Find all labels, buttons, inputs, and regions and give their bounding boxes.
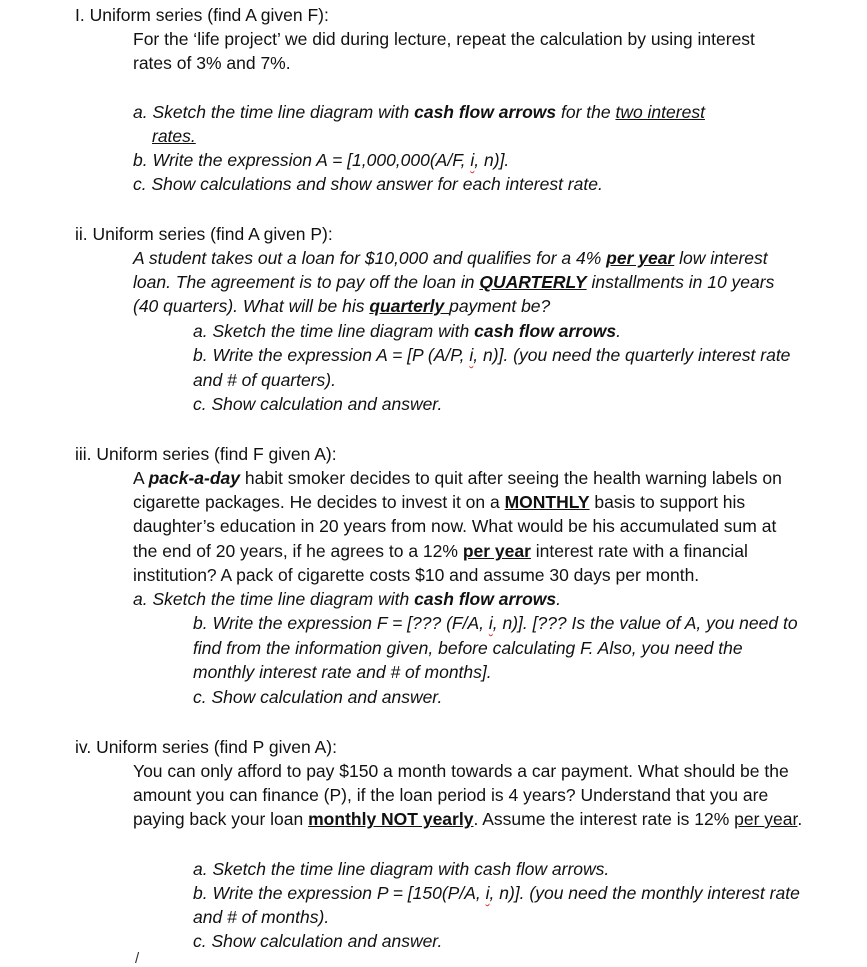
bold-underlined-text: QUARTERLY bbox=[479, 272, 587, 292]
bold-underlined-text: per year bbox=[462, 541, 531, 561]
section-2-heading: ii. Uniform series (find A given P): bbox=[75, 224, 333, 244]
section-3-heading: iii. Uniform series (find F given A): bbox=[75, 444, 337, 464]
text-cursor: / bbox=[135, 950, 140, 967]
text: (40 quarters). What will be his bbox=[133, 296, 370, 316]
section-3-item-b bbox=[193, 611, 798, 635]
text: b. Write the expression F = [??? (F/A, bbox=[193, 613, 489, 633]
section-4-para-line-2: amount you can finance (P), if the loan period is 4 years? Understand that you are bbox=[133, 785, 769, 805]
text: loan. The agreement is to pay off the loan in bbox=[133, 272, 480, 292]
section-1-intro-line-1: For the ‘life project’ we did during lecture, repeat the calculation by using interest bbox=[133, 29, 755, 49]
section-3-item-c: c. Show calculation and answer. bbox=[193, 687, 443, 707]
section-1-item-a-cont bbox=[152, 124, 196, 148]
text: , n)]. bbox=[474, 150, 510, 170]
underlined-text: rates. bbox=[152, 126, 196, 146]
bold-text: cash flow arrows bbox=[414, 589, 557, 609]
section-3-item-a bbox=[133, 587, 561, 611]
section-1-heading: I. Uniform series (find A given F): bbox=[75, 5, 329, 25]
section-2-item-b bbox=[193, 343, 790, 367]
text: installments in 10 years bbox=[586, 272, 775, 292]
bold-text: cash flow arrows bbox=[414, 102, 557, 122]
section-3-para-line-2 bbox=[133, 490, 745, 514]
text: b. Write the expression P = [150(P/A, bbox=[193, 883, 486, 903]
spellcheck-variable: i bbox=[485, 883, 490, 903]
text: a. Sketch the time line diagram with bbox=[193, 321, 475, 341]
spellcheck-variable: i bbox=[488, 613, 493, 633]
bold-underlined-text: monthly NOT yearly bbox=[308, 809, 474, 829]
section-4-item-a: a. Sketch the time line diagram with cash flow arrows. bbox=[193, 859, 610, 879]
text: , n)]. [??? Is the value of A, you need to bbox=[492, 613, 798, 633]
text: low interest bbox=[674, 248, 768, 268]
text: . Assume the interest rate is 12% bbox=[473, 809, 735, 829]
text: . bbox=[556, 589, 561, 609]
text: b. Write the expression A = [1,000,000(A/F, bbox=[133, 150, 471, 170]
section-3-para-line-5: institution? A pack of cigarette costs $10 and assume 30 days per month. bbox=[133, 565, 700, 585]
text: a. Sketch the time line diagram with bbox=[133, 102, 415, 122]
section-4-heading: iv. Uniform series (find P given A): bbox=[75, 737, 337, 757]
text: habit smoker decides to quit after seeing the health warning labels on bbox=[240, 468, 782, 488]
section-3-para-line-3: daughter’s education in 20 years from now. What would be his accumulated sum at bbox=[133, 516, 777, 536]
section-2-item-a bbox=[193, 319, 621, 343]
text: b. Write the expression A = [P (A/P, bbox=[193, 345, 470, 365]
text: . bbox=[797, 809, 803, 829]
spellcheck-variable: i bbox=[469, 345, 474, 365]
spellcheck-variable: i bbox=[470, 150, 475, 170]
section-2-para-line-1 bbox=[133, 246, 768, 270]
section-2-para-line-2 bbox=[133, 270, 774, 294]
text: the end of 20 years, if he agrees to a 12% bbox=[133, 541, 463, 561]
text: , n)]. (you need the quarterly interest rate bbox=[473, 345, 791, 365]
text: A bbox=[133, 468, 149, 488]
underlined-text: two interest bbox=[615, 102, 705, 122]
section-1-item-c: c. Show calculations and show answer for each interest rate. bbox=[133, 174, 603, 194]
text: payment be? bbox=[449, 296, 551, 316]
section-4-para-line-3 bbox=[133, 807, 802, 831]
section-3-item-b-cont-2: monthly interest rate and # of months]. bbox=[193, 662, 492, 682]
section-1-item-a bbox=[133, 100, 705, 124]
text: a. Sketch the time line diagram with bbox=[133, 589, 415, 609]
section-4-item-b-cont: and # of months). bbox=[193, 907, 330, 927]
bold-underlined-text: per year bbox=[606, 248, 675, 268]
bold-underlined-text: quarterly bbox=[369, 296, 450, 316]
section-3-para-line-1 bbox=[133, 466, 782, 490]
text: A student takes out a loan for $10,000 and qualifies for a 4% bbox=[133, 248, 607, 268]
text: paying back your loan bbox=[133, 809, 309, 829]
section-2-para-line-3 bbox=[133, 294, 550, 318]
underlined-text: per year bbox=[734, 809, 798, 829]
section-4-item-b bbox=[193, 881, 800, 905]
text: . bbox=[616, 321, 621, 341]
bold-underlined-text: MONTHLY bbox=[504, 492, 590, 512]
text: , n)]. (you need the monthly interest rate bbox=[489, 883, 800, 903]
text: for the bbox=[556, 102, 616, 122]
section-4-item-c: c. Show calculation and answer. bbox=[193, 931, 443, 951]
text: interest rate with a financial bbox=[530, 541, 748, 561]
text: basis to support his bbox=[589, 492, 746, 512]
section-1-item-b bbox=[133, 148, 509, 172]
bold-italic-text: pack-a-day bbox=[148, 468, 241, 488]
section-1-intro-line-2: rates of 3% and 7%. bbox=[133, 53, 291, 73]
text: cigarette packages. He decides to invest it on a bbox=[133, 492, 505, 512]
section-2-item-b-cont: and # of quarters). bbox=[193, 370, 336, 390]
section-3-item-b-cont-1: find from the information given, before calculating F. Also, you need the bbox=[193, 638, 743, 658]
section-4-para-line-1: You can only afford to pay $150 a month towards a car payment. What should be the bbox=[133, 761, 789, 781]
section-2-item-c: c. Show calculation and answer. bbox=[193, 394, 443, 414]
section-3-para-line-4 bbox=[133, 539, 748, 563]
bold-text: cash flow arrows bbox=[474, 321, 617, 341]
